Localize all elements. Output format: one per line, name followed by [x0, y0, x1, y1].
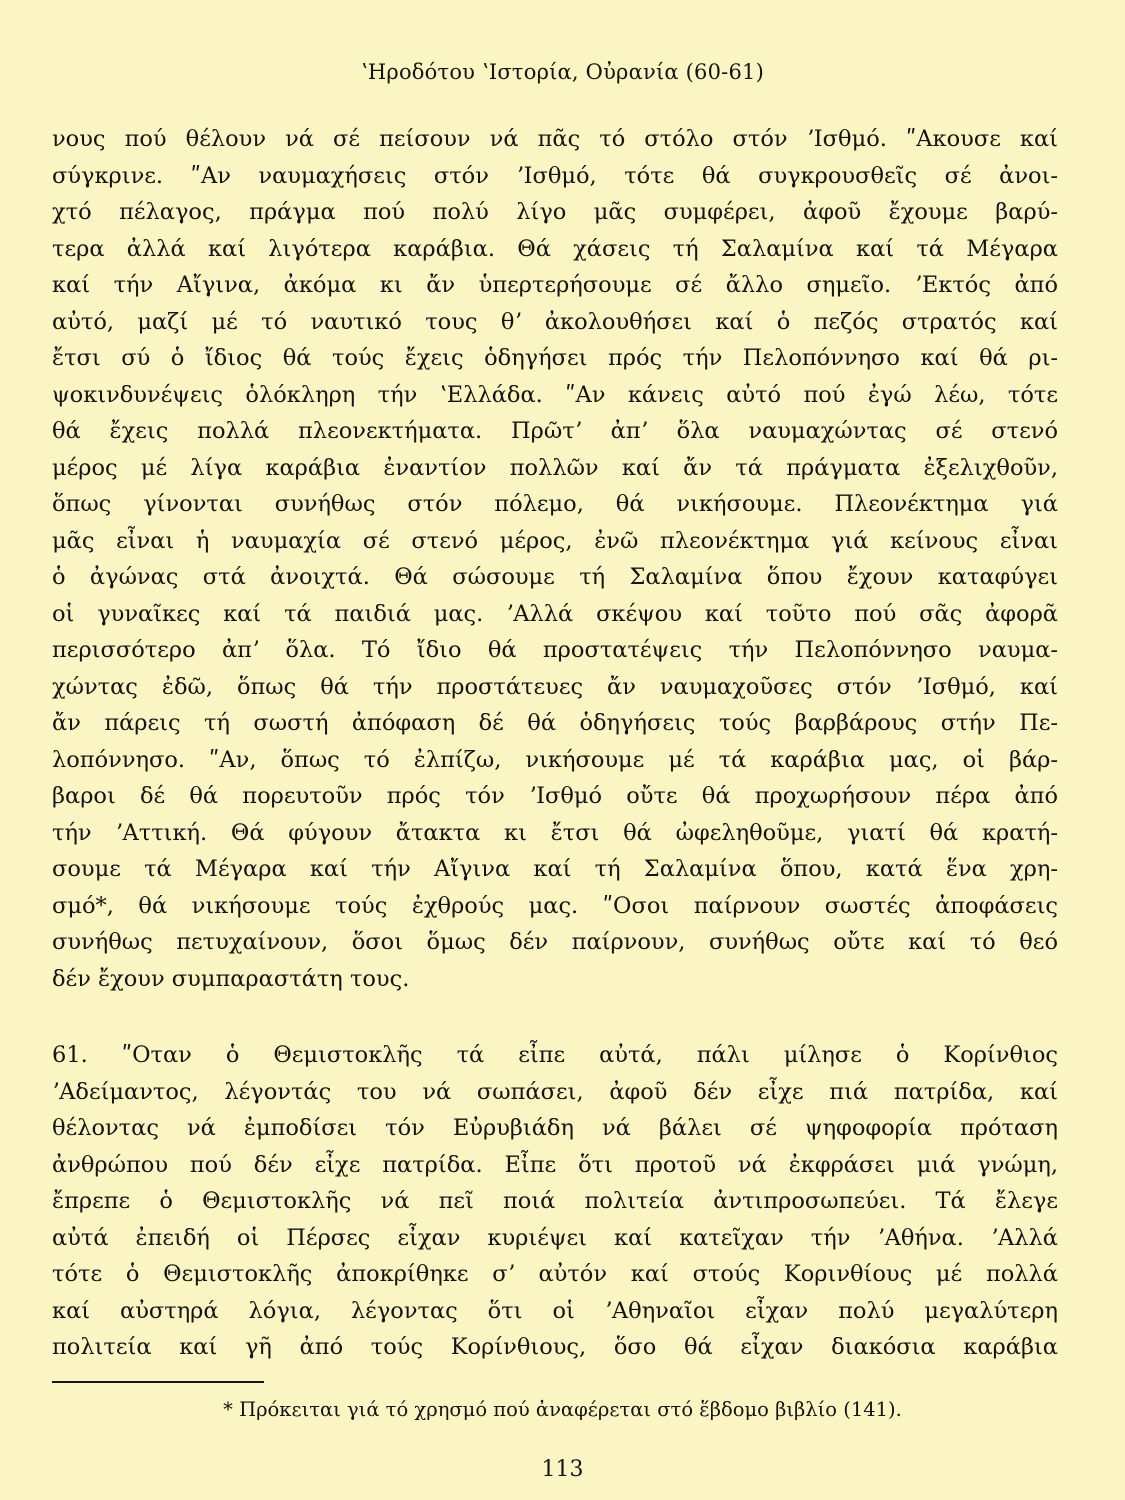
body-text [52, 121, 1058, 1366]
text-line: τότε ὁ Θεμιστοκλῆς ἀποκρίθηκε σʼ αὐτόν καί στούς Κορινθίους μέ πολλά [52, 1261, 1058, 1287]
text-line: βαροι δέ θά πορευτοῦν πρός τόν ʼΙσθμό οὔτε θά προχωρήσουν πέρα ἀπό [52, 783, 1058, 809]
text-line: αὐτά ἐπειδή οἱ Πέρσες εἶχαν κυριέψει καί κατεῖχαν τήν ʼΑθήνα. ʼΑλλά [52, 1224, 1058, 1251]
text-line: ʼΑδείμαντος, λέγοντάς του νά σωπάσει, ἀφοῦ δέν εἶχε πιά πατρίδα, καί [52, 1078, 1058, 1105]
text-line: αὐτό, μαζί μέ τό ναυτικό τους θʼ ἀκολουθήσει καί ὁ πεζός στρατός καί [52, 308, 1058, 335]
text-line: συνήθως πετυχαίνουν, ὅσοι ὅμως δέν παίρνουν, συνήθως οὔτε καί τό θεό [52, 929, 1058, 955]
text-line: περισσότερο ἀπʼ ὅλα. Τό ἴδιο θά προστατέψεις τήν Πελοπόννησο ναυμα- [52, 637, 1058, 663]
text-line: σύγκρινε. ʺΑν ναυμαχήσεις στόν ʼΙσθμό, τότε θά συγκρουσθεῖς σέ ἀνοι- [52, 162, 1058, 189]
text-line: 61. ʺΟταν ὁ Θεμιστοκλῆς τά εἶπε αὐτά, πάλι μίλησε ὁ Κορίνθιος [52, 1042, 1058, 1068]
text-line: ἔπρεπε ὁ Θεμιστοκλῆς νά πεῖ ποιά πολιτεία ἀντιπροσωπεύει. Τά ἔλεγε [52, 1188, 1058, 1214]
text-line: ὅπως γίνονται συνήθως στόν πόλεμο, θά νικήσουμε. Πλεονέκτημα γιά [52, 491, 1058, 517]
text-line: ὁ ἀγώνας στά ἀνοιχτά. Θά σώσουμε τή Σαλαμίνα ὅπου ἔχουν καταφύγει [52, 564, 1058, 590]
text-line: ἄν πάρεις τή σωστή ἀπόφαση δέ θά ὁδηγήσεις τούς βαρβάρους στήν Πε- [52, 710, 1058, 736]
paragraph-60-continued [52, 121, 1058, 997]
text-line: νους πού θέλουν νά σέ πείσουν νά πᾶς τό στόλο στόν ʼΙσθμό. ʺΑκουσε καί [52, 126, 1058, 152]
text-line: καί τήν Αἴγινα, ἀκόμα κι ἄν ὑπερτερήσουμε σέ ἄλλο σημεῖο. ʼΕκτός ἀπό [52, 272, 1058, 298]
text-line: θέλοντας νά ἐμποδίσει τόν Εὐρυβιάδη νά βάλει σέ ψηφοφορία πρόταση [52, 1115, 1058, 1141]
page-number: 113 [541, 1457, 584, 1482]
footnote-rule [52, 1381, 264, 1383]
text-line: ἀνθρώπου πού δέν εἶχε πατρίδα. Εἶπε ὅτι προτοῦ νά ἐκφράσει μιά γνώμη, [52, 1151, 1058, 1178]
paragraph-gap [52, 997, 1058, 1037]
text-line: μᾶς εἶναι ἡ ναυμαχία σέ στενό μέρος, ἐνῶ πλεονέκτημα γιά κείνους εἶναι [52, 527, 1058, 554]
footnote: * Πρόκειται γιά τό χρησμό πού ἀναφέρεται στό ἕβδομο βιβλίο (141). [223, 1398, 902, 1421]
text-line: θά ἔχεις πολλά πλεονεκτήματα. Πρῶτʼ ἀπʼ ὅλα ναυμαχώντας σέ στενό [52, 418, 1058, 444]
text-line: καί αὐστηρά λόγια, λέγοντας ὅτι οἱ ʼΑθηναῖοι εἶχαν πολύ μεγαλύτερη [52, 1297, 1058, 1324]
text-line: μέρος μέ λίγα καράβια ἐναντίον πολλῶν καί ἄν τά πράγματα ἐξελιχθοῦν, [52, 454, 1058, 481]
running-header: ʽΗροδότου ʽΙστορία, Οὐρανία (60-61) [361, 60, 764, 84]
text-line: τερα ἀλλά καί λιγότερα καράβια. Θά χάσεις τή Σαλαμίνα καί τά Μέγαρα [52, 235, 1058, 262]
paragraph-61 [52, 1037, 1058, 1366]
text-line: πολιτεία καί γῆ ἀπό τούς Κορίνθιους, ὅσο θά εἶχαν διακόσια καράβια [52, 1334, 1058, 1360]
text-line: ἔτσι σύ ὁ ἴδιος θά τούς ἔχεις ὁδηγήσει πρός τήν Πελοπόννησο καί θά ρι- [52, 345, 1058, 371]
text-line: δέν ἔχουν συμπαραστάτη τους. [52, 965, 410, 992]
text-line: ψοκινδυνέψεις ὁλόκληρη τήν ʽΕλλάδα. ʺΑν κάνεις αὐτό πού ἐγώ λέω, τότε [52, 381, 1058, 408]
text-line: οἱ γυναῖκες καί τά παιδιά μας. ʼΑλλά σκέψου καί τοῦτο πού σᾶς ἀφορᾶ [52, 600, 1058, 627]
text-line: σουμε τά Μέγαρα καί τήν Αἴγινα καί τή Σαλαμίνα ὅπου, κατά ἕνα χρη- [52, 856, 1058, 882]
text-line: λοπόννησο. ʺΑν, ὅπως τό ἐλπίζω, νικήσουμε μέ τά καράβια μας, οἱ βάρ- [52, 746, 1058, 773]
text-line: χτό πέλαγος, πράγμα πού πολύ λίγο μᾶς συμφέρει, ἀφοῦ ἔχουμε βαρύ- [52, 199, 1058, 225]
text-line: τήν ʼΑττική. Θά φύγουν ἄτακτα κι ἔτσι θά ὠφεληθοῦμε, γιατί θά κρατή- [52, 819, 1058, 846]
text-line: σμό*, θά νικήσουμε τούς ἐχθρούς μας. ʺΟσοι παίρνουν σωστές ἀποφάσεις [52, 892, 1058, 919]
text-line: χώντας ἐδῶ, ὅπως θά τήν προστάτευες ἄν ναυμαχοῦσες στόν ʼΙσθμό, καί [52, 673, 1058, 700]
